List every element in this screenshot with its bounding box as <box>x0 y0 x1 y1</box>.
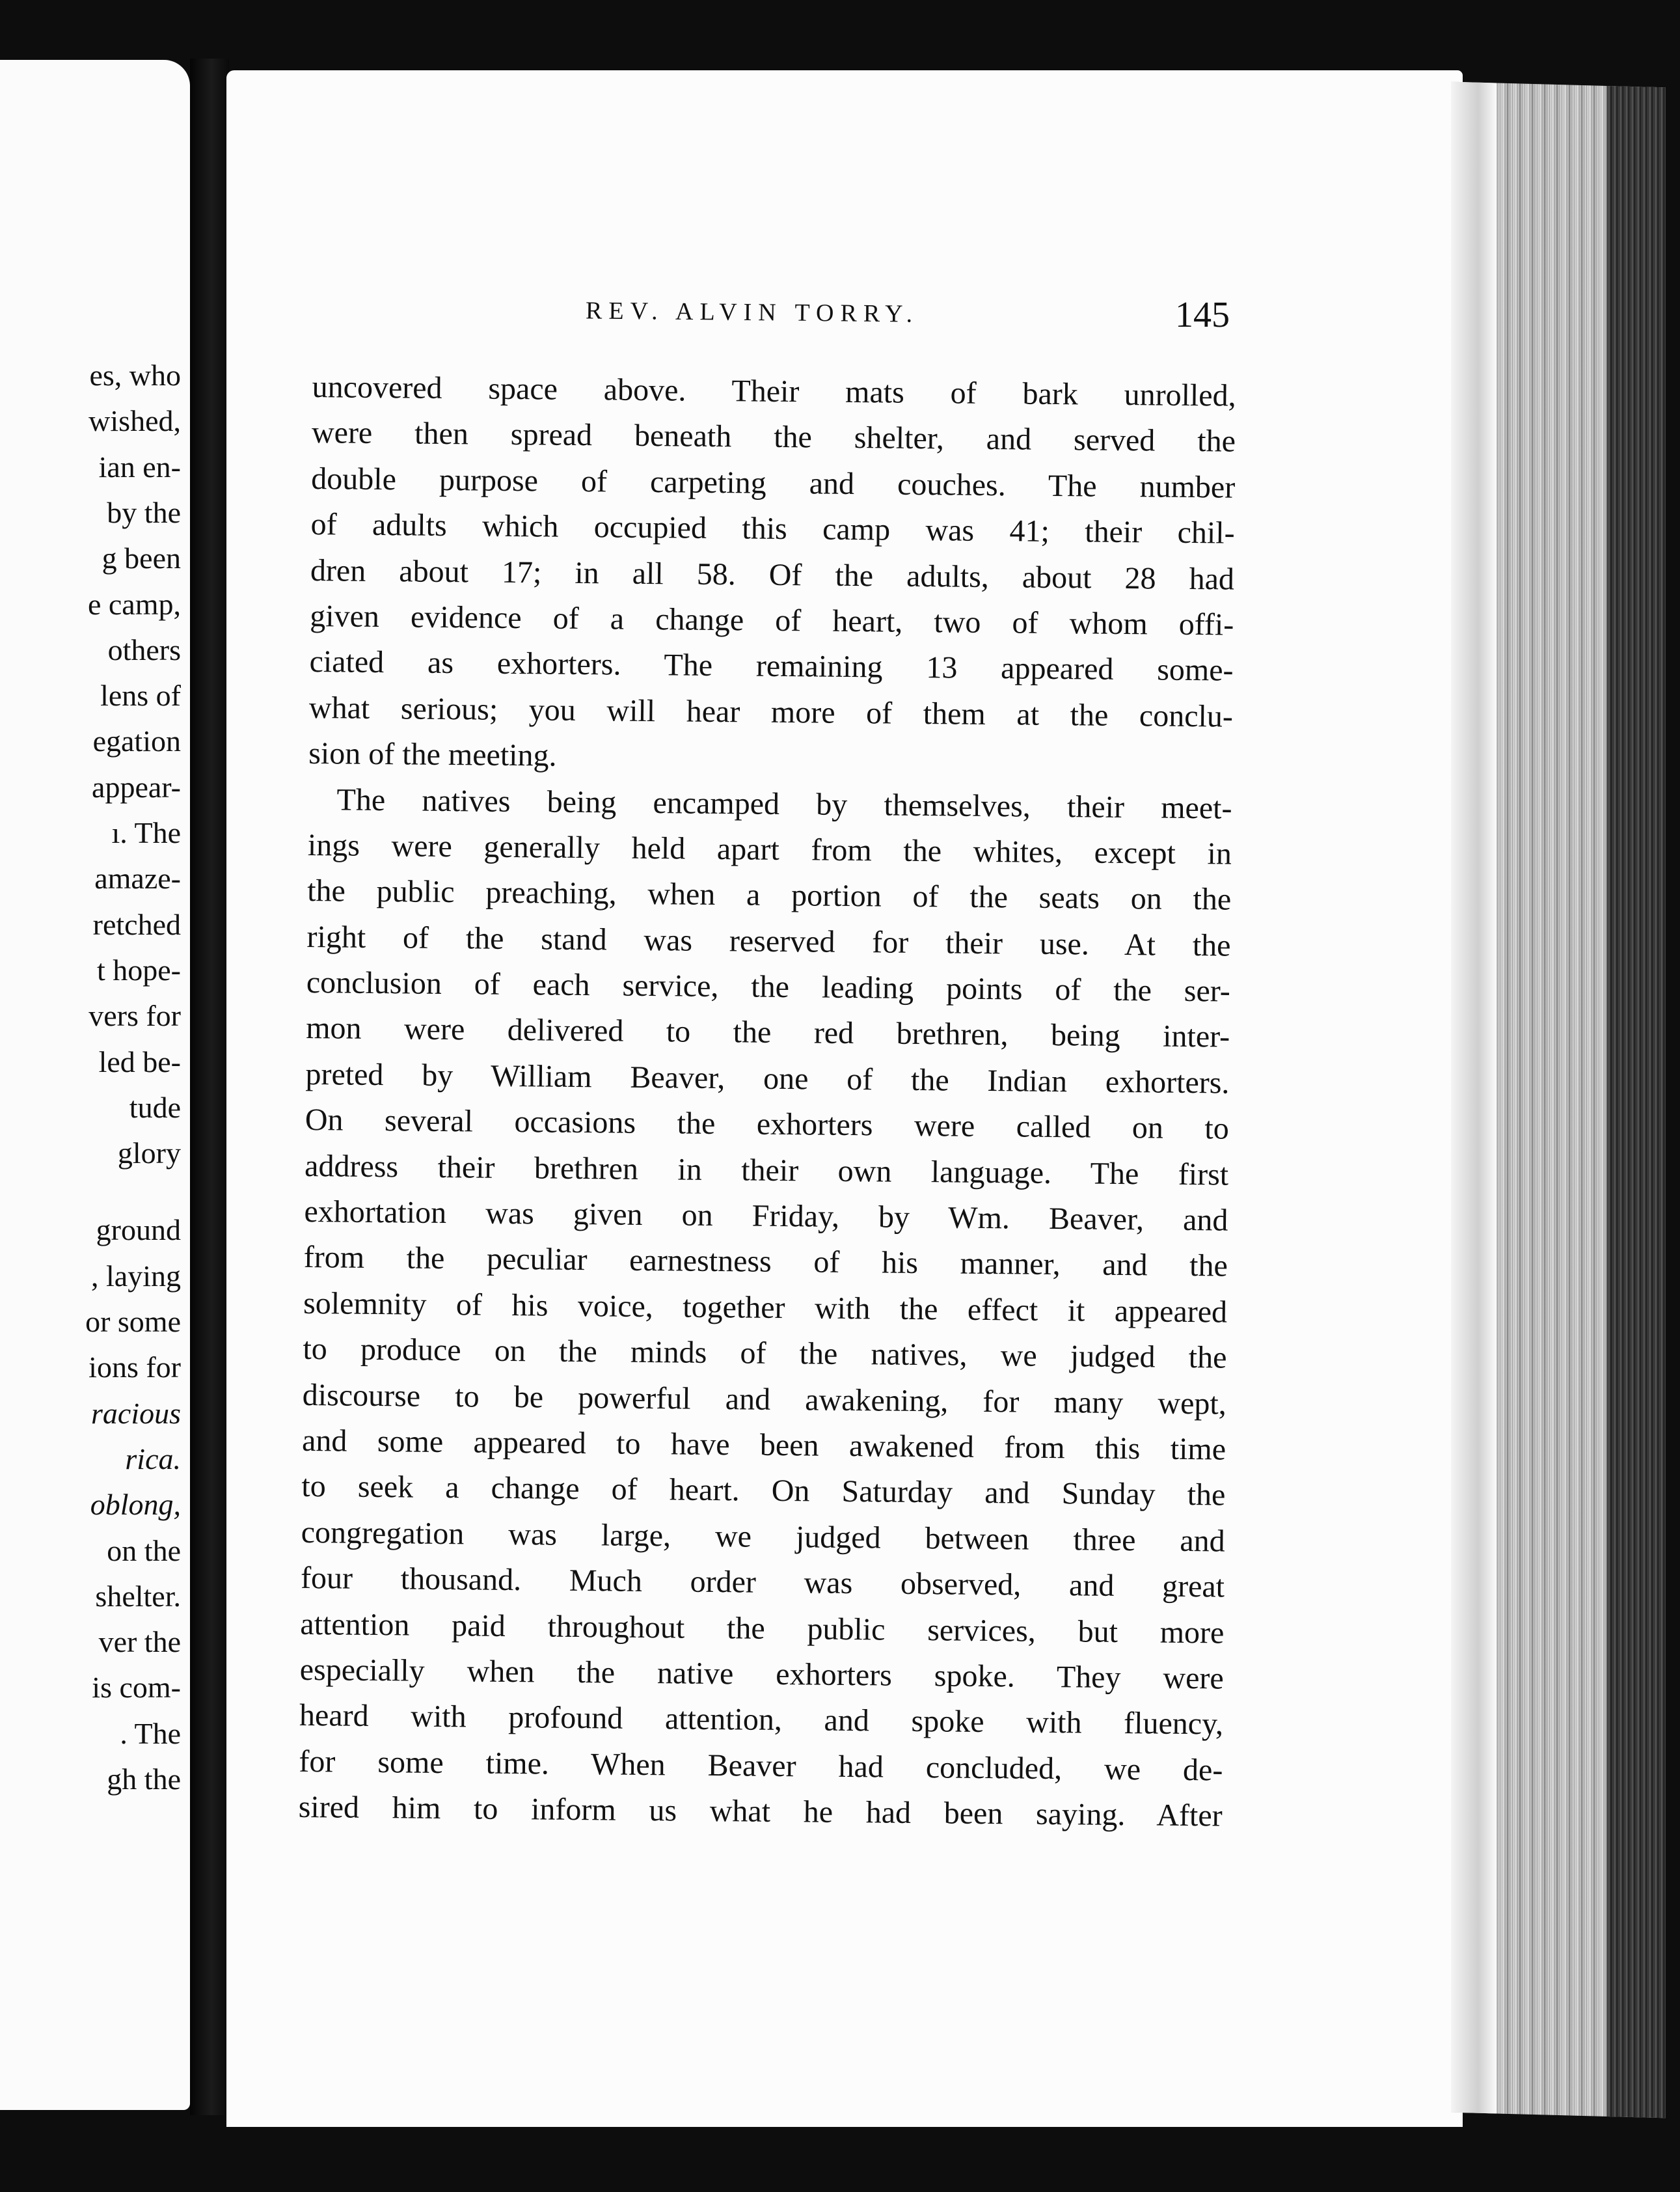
left-page-line: appear- <box>92 770 181 804</box>
text-line: On several occasions the exhorters were called on to <box>305 1103 1230 1146</box>
body-text <box>298 364 1236 1839</box>
text-line: four thousand. Much order was observed, and great <box>300 1561 1225 1604</box>
left-page-line: e camp, <box>87 587 181 621</box>
left-page-line: g been <box>102 541 181 575</box>
text-line: to seek a change of heart. On Saturday and Sunday the <box>301 1469 1226 1513</box>
left-page-line: ions for <box>88 1350 181 1384</box>
text-line: uncovered space above. Their mats of bark unrolled, <box>312 369 1236 413</box>
left-page-line: or some <box>85 1305 181 1338</box>
left-page-line: egation <box>92 724 181 758</box>
left-page-line: es, who <box>89 359 181 392</box>
left-page-line: ground <box>96 1213 181 1247</box>
text-line: and some appeared to have been awakened from this time <box>301 1423 1226 1467</box>
text-line: solemnity of his voice, together with the effect it appeared <box>303 1285 1228 1330</box>
left-page-line: racious <box>91 1396 181 1430</box>
left-page-line: tude <box>129 1090 181 1124</box>
left-page-line: is com- <box>92 1671 181 1705</box>
left-page-line: oblong, <box>90 1488 181 1522</box>
left-page-line: glory <box>117 1136 181 1170</box>
left-page-line: ı. The <box>111 816 181 849</box>
left-page-line: ver the <box>98 1625 181 1659</box>
left-page-line: by the <box>107 495 181 529</box>
left-page-line: led be- <box>98 1045 181 1078</box>
text-line: for some time. When Beaver had concluded, we de- <box>299 1744 1223 1788</box>
text-line: right of the stand was reserved for their use. At the <box>306 919 1231 963</box>
text-line: to produce on the minds of the natives, we judged the <box>303 1332 1227 1375</box>
book-gutter <box>190 59 229 2115</box>
left-page-line: t hope- <box>96 953 181 987</box>
text-line: dren about 17; in all 58. Of the adults, about 28 had <box>310 553 1235 597</box>
left-page-line: wished, <box>88 404 181 438</box>
text-line: congregation was large, we judged between three and <box>301 1514 1225 1559</box>
text-line: ciated as exhorters. The remaining 13 appeared some- <box>309 644 1234 688</box>
text-line: sired him to inform us what he had been saying. After <box>298 1790 1223 1833</box>
left-page-line: retched <box>92 907 181 941</box>
left-page-line: gh the <box>107 1762 181 1796</box>
text-line: the public preaching, when a portion of the seats on the <box>306 873 1232 917</box>
left-page-line: on the <box>107 1533 181 1567</box>
text-line: were then spread beneath the shelter, and served the <box>311 415 1236 459</box>
page-number: 145 <box>1175 295 1230 335</box>
left-page-line: amaze- <box>94 862 181 896</box>
left-facing-page <box>0 60 190 2110</box>
text-line: heard with profound attention, and spoke with fluency, <box>299 1698 1224 1742</box>
page-edges <box>1451 82 1666 2118</box>
running-head: REV. ALVIN TORRY. <box>585 297 919 328</box>
left-page-line: shelter. <box>95 1579 181 1613</box>
text-line: especially when the native exhorters spoke. They were <box>299 1652 1224 1696</box>
text-line: conclusion of each service, the leading points of the ser- <box>306 965 1231 1009</box>
text-line: The natives being encamped by themselves, their meet- <box>336 782 1232 826</box>
text-line: discourse to be powerful and awakening, for many wept, <box>302 1377 1226 1421</box>
left-page-line: ian en- <box>98 450 181 484</box>
text-line: ings were generally held apart from the whites, except in <box>307 827 1232 871</box>
left-page-line: others <box>107 633 181 666</box>
text-line: double purpose of carpeting and couches. The number <box>311 461 1236 505</box>
text-line: what serious; you will hear more of them at the conclu- <box>308 690 1234 734</box>
left-page-line: . The <box>120 1716 181 1750</box>
text-line: from the peculiar earnestness of his manner, and the <box>303 1240 1228 1283</box>
text-line: mon were delivered to the red brethren, being inter- <box>305 1011 1230 1055</box>
left-page-line: vers for <box>88 999 181 1033</box>
left-page-line: lens of <box>100 679 181 713</box>
left-page-line: rica. <box>125 1442 181 1475</box>
text-line: sion of the meeting. <box>308 736 557 773</box>
text-line: of adults which occupied this camp was 41; their chil- <box>310 507 1235 551</box>
text-line: attention paid throughout the public services, but more <box>300 1606 1225 1651</box>
left-page-line: , laying <box>91 1259 181 1293</box>
text-line: exhortation was given on Friday, by Wm. Beaver, and <box>304 1194 1228 1238</box>
text-line: preted by William Beaver, one of the Indian exhorters. <box>305 1056 1230 1101</box>
text-line: given evidence of a change of heart, two of whom offi- <box>310 598 1234 642</box>
text-line: address their brethren in their own language. The first <box>304 1148 1229 1192</box>
